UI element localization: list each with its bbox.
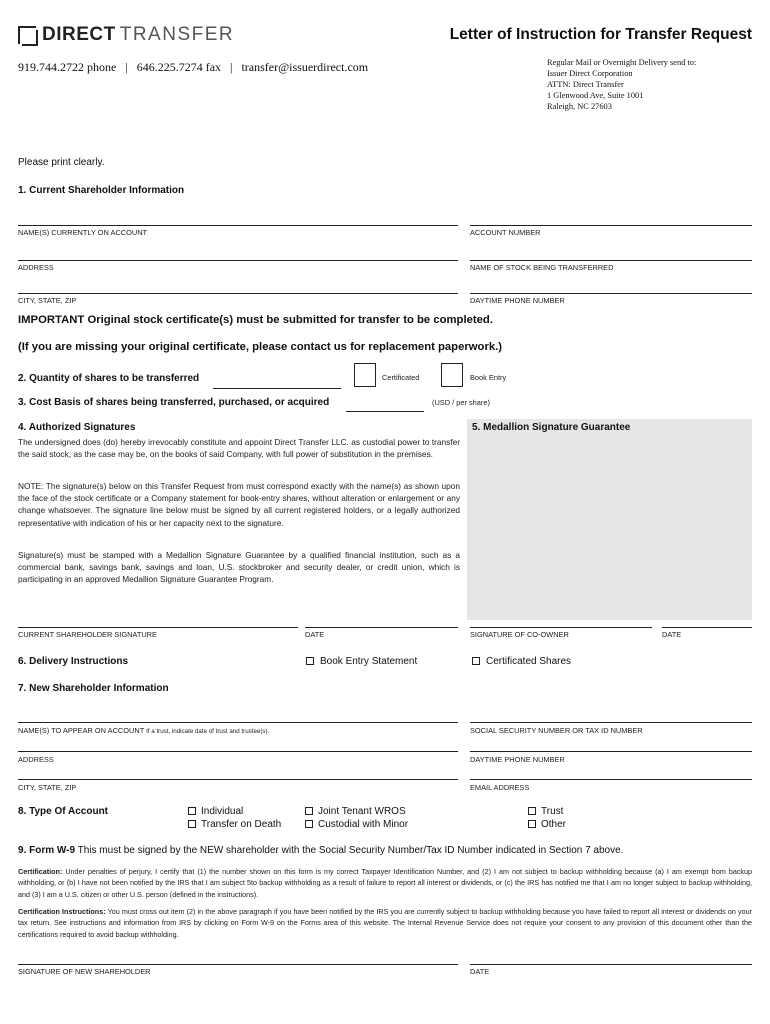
- account-number-input[interactable]: [470, 225, 752, 226]
- coowner-date-label: DATE: [662, 630, 682, 639]
- new-shareholder-date-input[interactable]: [470, 964, 752, 965]
- trust-note: If a trust, indicate date of trust and trustee(s).: [146, 728, 270, 735]
- current-signature-input[interactable]: [18, 627, 298, 628]
- ssn-input[interactable]: [470, 722, 752, 723]
- mail-line: Raleigh, NC 27603: [547, 102, 612, 111]
- section-6-label: 6. Delivery Instructions: [18, 656, 129, 667]
- print-clearly-note: Please print clearly.: [18, 157, 105, 168]
- section-5-heading: 5. Medallion Signature Guarantee: [472, 422, 631, 433]
- section-3-label: 3. Cost Basis of shares being transferred, purchased, or acquired: [18, 397, 330, 408]
- missing-certificate-notice: (If you are missing your original certificate, please contact us for replacement paperwork.): [18, 341, 503, 353]
- mailing-address: [547, 57, 757, 112]
- names-current-input[interactable]: [18, 225, 458, 226]
- mail-line: Issuer Direct Corporation: [547, 69, 633, 78]
- email-input[interactable]: [470, 779, 752, 780]
- section-9-line: [18, 845, 623, 856]
- address-new-input[interactable]: [18, 751, 458, 752]
- certification-text: Under penalties of perjury, I certify that (1) the number shown on this form is my correct Taxpayer Identification Number, and (2) I am not subject to backup withholding because (a) I am exempt from backup withholding, or (b) I have not been notified by the IRS that I am subject 5to backup withholding as a result of failure to report all interest or dividends, or (c) the IRS has notified me that I am no longer subject to backup withholding, and (3) I am a U.S. citizen or other U.S. person (defined in the instructions).: [18, 867, 752, 899]
- phone-new-label: DAYTIME PHONE NUMBER: [470, 755, 565, 764]
- certificated-label: Certificated: [382, 373, 420, 382]
- document-title: Letter of Instruction for Transfer Request: [449, 26, 752, 43]
- city-current-input[interactable]: [18, 293, 458, 294]
- section-9-label: 9. Form W-9: [18, 845, 76, 856]
- names-new-label: [18, 726, 269, 735]
- names-new-input[interactable]: [18, 722, 458, 723]
- city-new-input[interactable]: [18, 779, 458, 780]
- certificated-checkbox[interactable]: [354, 363, 376, 387]
- other-label: Other: [541, 819, 567, 830]
- trust-label: Trust: [541, 806, 564, 817]
- mail-line: ATTN: Direct Transfer: [547, 80, 624, 89]
- stock-name-input[interactable]: [470, 260, 752, 261]
- city-current-label: CITY, STATE, ZIP: [18, 296, 77, 305]
- ssn-label: SOCIAL SECURITY NUMBER OR TAX ID NUMBER: [470, 726, 643, 735]
- book-entry-statement-label: Book Entry Statement: [320, 656, 418, 667]
- coowner-signature-input[interactable]: [470, 627, 652, 628]
- names-new-label-text: NAME(S) TO APPEAR ON ACCOUNT: [18, 726, 145, 735]
- custodial-minor-label: Custodial with Minor: [318, 819, 409, 830]
- city-new-label: CITY, STATE, ZIP: [18, 783, 77, 792]
- certification-paragraph: [18, 866, 752, 900]
- logo-text-direct: DIRECT: [42, 24, 116, 45]
- individual-checkbox[interactable]: [188, 807, 196, 815]
- account-number-label: ACCOUNT NUMBER: [470, 228, 541, 237]
- section-7-heading: 7. New Shareholder Information: [18, 683, 169, 694]
- phone-new-input[interactable]: [470, 751, 752, 752]
- trust-checkbox[interactable]: [528, 807, 536, 815]
- certification-instructions-label: Certification Instructions:: [18, 907, 106, 916]
- authorization-paragraph: The undersigned does (do) hereby irrevocably constitute and appoint Direct Transfer LLC. as custodial power to transfer the said stock, as the case may be, on the books of said Company, with full power of substitution in the premises.: [18, 437, 460, 460]
- other-checkbox[interactable]: [528, 820, 536, 828]
- medallion-paragraph: Signature(s) must be stamped with a Medallion Signature Guarantee by a qualified financial institution, such as a commercial bank, savings bank, savings and loan, U.S. stockbroker and security dealer, or credit union, which is participating in an approved Medallion Signature Guarantee Program.: [18, 550, 460, 585]
- contact-info: 919.744.2722 phone | 646.225.7274 fax | transfer@issuerdirect.com: [18, 60, 369, 74]
- joint-tenant-checkbox[interactable]: [305, 807, 313, 815]
- logo: [18, 24, 234, 46]
- section-8-label: 8. Type Of Account: [18, 806, 109, 817]
- coowner-date-input[interactable]: [662, 627, 752, 628]
- address-current-input[interactable]: [18, 260, 458, 261]
- new-shareholder-signature-input[interactable]: [18, 964, 458, 965]
- note-paragraph: NOTE: The signature(s) below on this Transfer Request from must correspond exactly with the name(s) as shown upon the face of the stock certificate or a Company statement for book-entry shares, without alteration or enlargement or any change whatsoever. The signature line below must be signed by all current registered holders, or a legally authorized representative with indication of his or her capacity next to the signature.: [18, 481, 460, 528]
- phone-current-input[interactable]: [470, 293, 752, 294]
- book-entry-statement-checkbox[interactable]: [306, 657, 314, 665]
- book-entry-checkbox[interactable]: [441, 363, 463, 387]
- certificated-shares-checkbox[interactable]: [472, 657, 480, 665]
- address-new-label: ADDRESS: [18, 755, 54, 764]
- certification-instructions-text: You must cross out item (2) in the above paragraph if you have been notified by the IRS you are currently subject to backup withholding because you have failed to report all interest or dividends on your tax return. See instructions and information from IRS by clicking on Form W-9 on the Forms area of this website. The Internal Revenue Service does not require your consent to any provision of this document other than the certifications required to avoid backup withholding.: [18, 907, 752, 939]
- individual-label: Individual: [201, 806, 244, 817]
- new-shareholder-date-label: DATE: [470, 967, 490, 976]
- certification-label: Certification:: [18, 867, 63, 876]
- section-9-text: This must be signed by the NEW shareholder with the Social Security Number/Tax ID Number indicated in Section 7 above.: [77, 845, 624, 856]
- transfer-on-death-label: Transfer on Death: [201, 819, 282, 830]
- certification-instructions-paragraph: [18, 906, 752, 940]
- important-notice: IMPORTANT Original stock certificate(s) must be submitted for transfer to be completed.: [18, 314, 493, 326]
- coowner-signature-label: SIGNATURE OF CO-OWNER: [470, 630, 569, 639]
- custodial-minor-checkbox[interactable]: [305, 820, 313, 828]
- names-current-label: NAME(S) CURRENTLY ON ACCOUNT: [18, 228, 148, 237]
- new-shareholder-signature-label: SIGNATURE OF NEW SHAREHOLDER: [18, 967, 151, 976]
- mail-line: Regular Mail or Overnight Delivery send to:: [547, 58, 697, 67]
- email-label: EMAIL ADDRESS: [470, 783, 530, 792]
- medallion-signature-area[interactable]: [467, 419, 752, 620]
- section-2-label: 2. Quantity of shares to be transferred: [18, 373, 200, 384]
- current-date-label: DATE: [305, 630, 325, 639]
- address-current-label: ADDRESS: [18, 263, 54, 272]
- phone-current-label: DAYTIME PHONE NUMBER: [470, 296, 565, 305]
- cost-basis-unit: (USD / per share): [432, 398, 490, 407]
- current-signature-label: CURRENT SHAREHOLDER SIGNATURE: [18, 630, 157, 639]
- mail-line: 1 Glenwood Ave, Suite 1001: [547, 91, 644, 100]
- cost-basis-input[interactable]: [346, 411, 424, 412]
- logo-text-transfer: TRANSFER: [119, 24, 235, 45]
- book-entry-label: Book Entry: [470, 373, 507, 382]
- transfer-on-death-checkbox[interactable]: [188, 820, 196, 828]
- stock-name-label: NAME OF STOCK BEING TRANSFERRED: [470, 263, 614, 272]
- logo-mark-icon: [18, 26, 38, 44]
- section-4-heading: 4. Authorized Signatures: [18, 422, 136, 433]
- current-date-input[interactable]: [305, 627, 458, 628]
- certificated-shares-label: Certificated Shares: [486, 656, 572, 667]
- quantity-input[interactable]: [213, 388, 341, 389]
- joint-tenant-label: Joint Tenant WROS: [318, 806, 406, 817]
- section-1-heading: 1. Current Shareholder Information: [18, 185, 185, 196]
